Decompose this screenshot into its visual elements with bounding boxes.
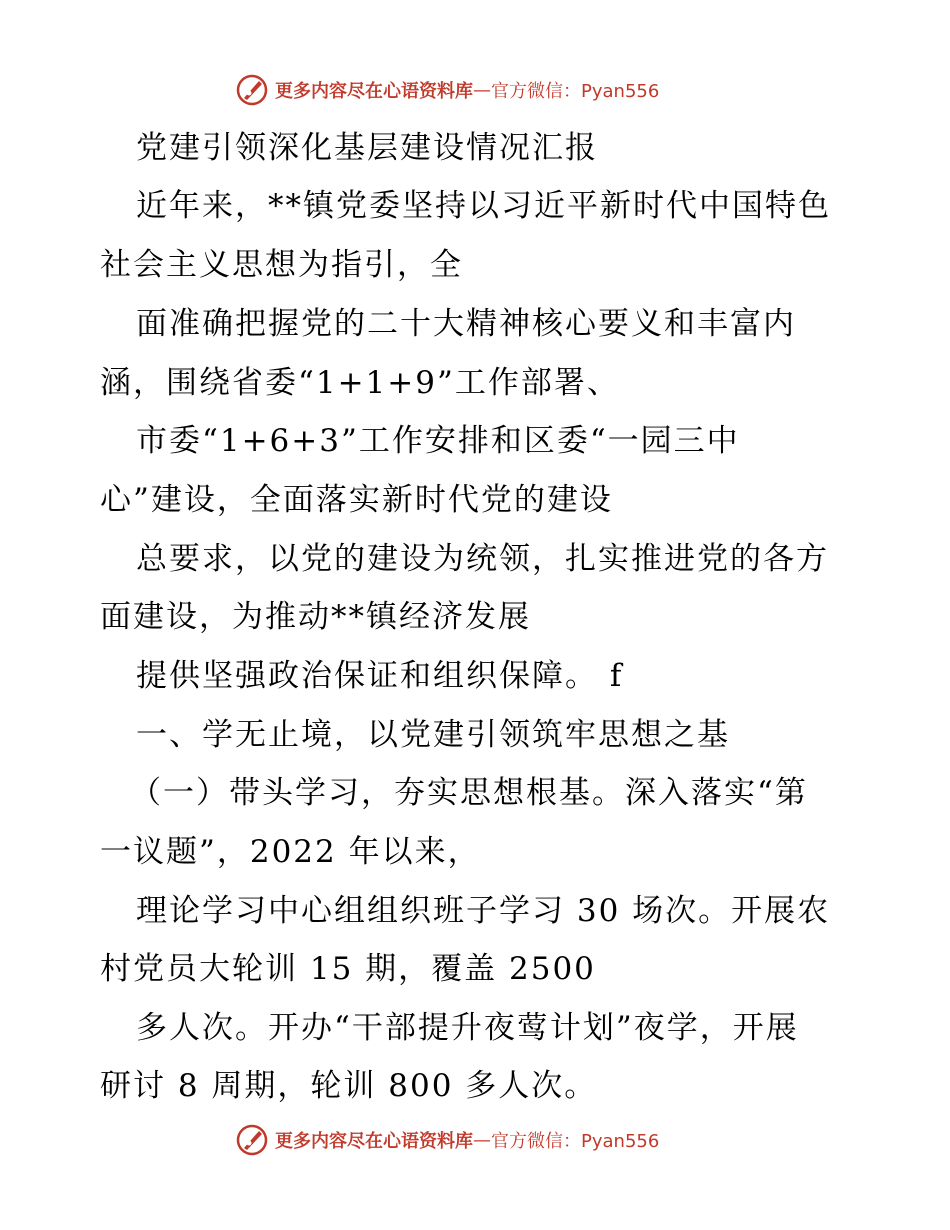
quill-pen-logo-icon [235, 73, 269, 107]
footer-watermark-banner [235, 1122, 755, 1158]
paragraph-line: 涵，围绕省委“1+1+9”工作部署、 [100, 365, 620, 401]
subsection-heading-line: （一）带头学习，夯实思想根基。深入落实“第 [130, 775, 808, 811]
paragraph-line: 提供坚强政治保证和组织保障。 f [136, 658, 624, 694]
paragraph-line: 近年来，**镇党委坚持以习近平新时代中国特色 [136, 188, 831, 224]
paragraph-line: 市委“1+6+3”工作安排和区委“一园三中 [136, 423, 740, 459]
paragraph-line: 面准确把握党的二十大精神核心要义和丰富内 [136, 306, 796, 342]
header-watermark-banner [235, 72, 755, 108]
footer-separator: — [473, 1129, 491, 1151]
header-separator: — [473, 79, 491, 101]
header-contact-text: 官方微信：Pyan556 [491, 81, 660, 102]
document-title: 党建引领深化基层建设情况汇报 [136, 130, 598, 166]
paragraph-line: 社会主义思想为指引，全 [100, 247, 463, 283]
paragraph-line: 心”建设，全面落实新时代党的建设 [100, 482, 613, 518]
section-heading: 一、学无止境，以党建引领筑牢思想之基 [136, 717, 730, 753]
paragraph-line: 村党员大轮训 15 期，覆盖 2500 [100, 951, 596, 987]
footer-contact-text: 官方微信：Pyan556 [491, 1131, 660, 1152]
paragraph-line: 面建设，为推动**镇经济发展 [100, 599, 531, 635]
paragraph-line: 一议题”，2022 年以来， [100, 834, 481, 870]
paragraph-line: 研讨 8 周期，轮训 800 多人次。 [100, 1068, 598, 1104]
paragraph-line: 多人次。开办“干部提升夜莺计划”夜学，开展 [136, 1010, 799, 1046]
quill-pen-logo-icon [235, 1123, 269, 1157]
paragraph-line: 总要求，以党的建设为统领，扎实推进党的各方 [136, 541, 829, 577]
footer-brand-text: 更多内容尽在心语资料库 [275, 1131, 473, 1152]
header-brand-text: 更多内容尽在心语资料库 [275, 81, 473, 102]
paragraph-line: 理论学习中心组组织班子学习 30 场次。开展农 [136, 893, 831, 929]
